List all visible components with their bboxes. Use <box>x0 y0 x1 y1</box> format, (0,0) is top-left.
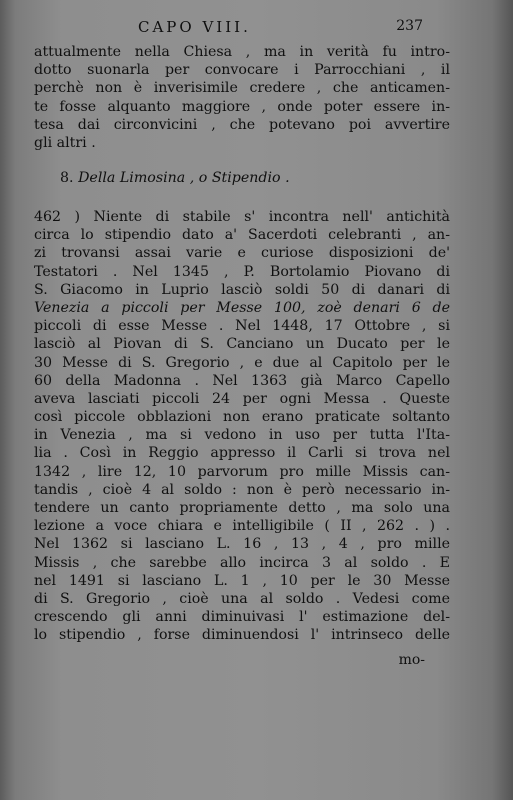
text-line: circa lo stipendio dato a' Sacerdoti celebranti , an- <box>34 227 450 244</box>
text-line: Venezia a piccoli per Messe 100, zoè denari 6 de <box>34 299 450 316</box>
text-line: crescendo gli anni diminuivasi l' estimazione del- <box>34 609 450 626</box>
text-line: così piccole obblazioni non erano praticate soltanto <box>34 409 450 426</box>
text-line: Nel 1362 si lasciano L. 16 , 13 , 4 , pro mille <box>34 536 450 553</box>
paragraph-continued <box>34 43 450 152</box>
text-line: lasciò al Piovan di S. Canciano un Ducato per le <box>34 336 450 353</box>
text-line: nel 1491 si lasciano L. 1 , 10 per le 30 Messe <box>34 572 450 589</box>
text-line: attualmente nella Chiesa , ma in verità fu intro- <box>34 44 450 60</box>
text-line: di S. Gregorio , cioè una al soldo . Vedesi come <box>34 590 450 607</box>
text-line: in Venezia , ma si vedono in uso per tutta l'Ita- <box>34 427 450 444</box>
section-title: Della Limosina , o Stipendio . <box>78 170 290 186</box>
page-number: 237 <box>396 18 423 34</box>
text-line: Testatori . Nel 1345 , P. Bortolamio Piovano di <box>34 263 450 280</box>
text-line: te fosse alquanto maggiore , onde poter essere in- <box>34 98 450 115</box>
text-line: lezione a voce chiara e intelligibile ( II , 262 . ) . <box>34 518 450 535</box>
text-line: Missis , che sarebbe allo incirca 3 al soldo . E <box>34 554 450 571</box>
text-line: gli altri . <box>34 134 96 151</box>
text-line: lia . Così in Reggio appresso il Carli si trova nel <box>34 445 450 462</box>
text-line: 1342 , lire 12, 10 parvorum pro mille Missis can- <box>34 463 450 480</box>
text-line: S. Giacomo in Luprio lasciò soldi 50 di danari di <box>34 281 450 298</box>
text-line: zi trovansi assai varie e curiose disposizioni de' <box>34 245 450 262</box>
text-line: lo stipendio , forse diminuendosi l' intrinseco delle <box>34 627 450 644</box>
paragraph-462 <box>34 208 450 645</box>
text-line: 60 della Madonna . Nel 1363 già Marco Capello <box>34 372 450 389</box>
section-number: 8. <box>60 170 74 186</box>
section-heading <box>60 170 440 186</box>
text-line: 30 Messe di S. Gregorio , e due al Capitolo per le <box>34 354 450 371</box>
text-line: aveva lasciati piccoli 24 per ogni Messa . Queste <box>34 390 450 407</box>
running-header <box>0 18 513 38</box>
catchword: mo- <box>398 652 425 668</box>
text-line: 462 ) Niente di stabile s' incontra nell' antichità <box>34 209 450 225</box>
chapter-heading: CAPO VIII. <box>138 18 251 36</box>
text-line: perchè non è inverisimile credere , che anticamen- <box>34 80 450 97</box>
text-line: piccoli di esse Messe . Nel 1448, 17 Ottobre , si <box>34 318 450 335</box>
text-line: tendere un canto propriamente detto , ma solo una <box>34 500 450 516</box>
text-line: tesa dai circonvicini , che potevano poi avvertire <box>34 116 450 133</box>
text-line: dotto suonarla per convocare i Parrocchiani , il <box>34 62 450 79</box>
text-line: tandis , cioè 4 al soldo : non è però necessario in- <box>34 481 450 498</box>
